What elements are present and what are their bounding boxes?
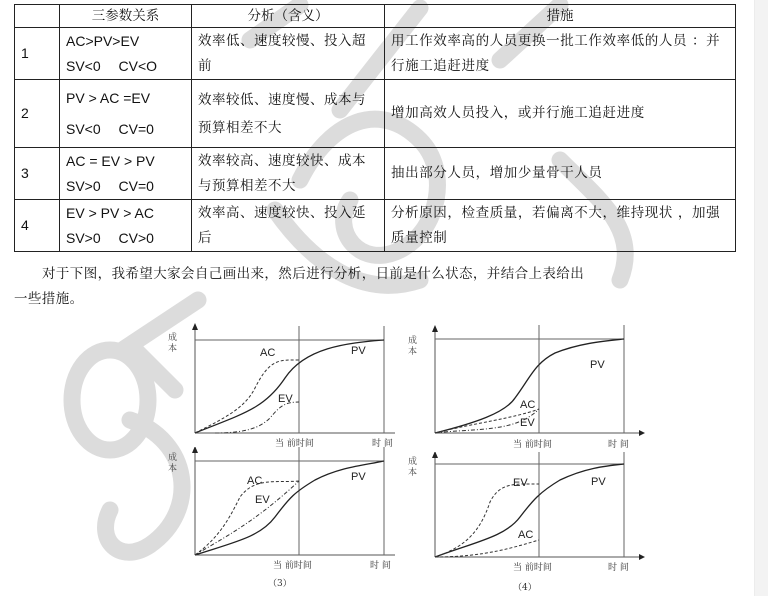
y-axis-arrow-icon [192, 447, 198, 453]
current-time-label: 当 前时间 [513, 440, 552, 450]
chart-3-ac-ev-pv [165, 447, 395, 577]
current-time-label: 当 前时间 [275, 439, 314, 448]
row-number: 2 [15, 80, 60, 148]
instruction-paragraph [14, 262, 744, 312]
measure-cell: 增加高效人员投入，或并行施工追赶进度 [385, 80, 736, 148]
ev-curve [435, 484, 539, 557]
table-row [15, 148, 736, 200]
relation-line1: EV > PV > AC [66, 204, 154, 221]
pv-label: PV [591, 476, 606, 488]
relation-line1: AC>PV>EV [66, 32, 140, 49]
measure-cell: 用工作效率高的人员更换一批工作效率低的人员 ：并行施工追赶进度 [385, 28, 736, 80]
ac-label: AC [260, 347, 276, 359]
relation-cell [60, 28, 192, 80]
ev-label: EV [278, 393, 293, 405]
paragraph-line-1: 对于下图，我希望大家会自己画出来，然后进行分析，日前是什么状态，并结合上表给出 [42, 266, 585, 282]
chart-3-caption: （3） [268, 579, 292, 589]
chart-1-ac-pv-ev [165, 318, 395, 448]
relation-cell [60, 148, 192, 200]
current-time-label: 当 前时间 [513, 563, 552, 573]
table-header-measures: 措施 [385, 5, 736, 28]
x-axis-arrow-icon [639, 554, 645, 560]
relation-line2: SV<0 CV<O [66, 57, 158, 74]
ac-label: AC [520, 399, 536, 411]
relation-line2: SV<0 CV=0 [66, 120, 154, 137]
ac-label: AC [518, 529, 534, 541]
time-label: 时 间 [608, 440, 629, 450]
chart-4-caption: （4） [513, 583, 537, 593]
y-axis-arrow-icon [432, 325, 438, 332]
y-axis-label-bottom: 本 [168, 344, 178, 354]
x-axis-arrow-icon [639, 430, 645, 436]
y-axis-arrow-icon [432, 452, 438, 458]
analysis-cell: 效率低、速度较慢、投入超前 [192, 28, 385, 80]
measure-cell: 分析原因，检查质量，若偏离不大，维持现状 ，加强质量控制 [385, 200, 736, 252]
relation-line2: SV>0 CV>0 [66, 229, 154, 246]
ac-label: AC [247, 475, 263, 487]
row-number: 4 [15, 200, 60, 252]
table-header-index [15, 5, 60, 28]
chart-2-pv-ac-ev [405, 323, 645, 453]
analysis-cell: 效率高、速度较快、投入延后 [192, 200, 385, 252]
table-row [15, 28, 736, 80]
page-scroll-gutter [754, 0, 768, 596]
row-number: 1 [15, 28, 60, 80]
table-header-analysis: 分析（含义） [192, 5, 385, 28]
table-row [15, 80, 736, 148]
ev-label: EV [255, 494, 270, 506]
analysis-cell: 效率较高、速度较快、成本与预算相差不大 [192, 148, 385, 200]
time-label: 时 间 [608, 563, 629, 573]
time-label: 时 间 [370, 561, 391, 571]
y-axis-label-bottom: 本 [408, 347, 418, 357]
analysis-cell: 效率较低、速度慢、成本与预算相差不大 [192, 80, 385, 148]
ac-curve [435, 540, 539, 557]
relation-cell [60, 200, 192, 252]
relation-line2: SV>0 CV=0 [66, 177, 154, 194]
y-axis-label-top: 成 [168, 453, 178, 463]
relation-cell [60, 80, 192, 148]
ev-curve [195, 481, 299, 555]
current-time-label: 当 前时间 [273, 561, 312, 571]
table-header-relation: 三参数关系 [60, 5, 192, 28]
evm-measures-table [14, 4, 736, 252]
measure-cell: 抽出部分人员，增加少量骨干人员 [385, 148, 736, 200]
table-header-row [15, 5, 736, 28]
y-axis-label-top: 成 [168, 333, 178, 343]
pv-label: PV [590, 359, 605, 371]
chart-4-ev-pv-ac [405, 452, 645, 582]
relation-line1: PV > AC =EV [66, 89, 151, 106]
pv-label: PV [351, 345, 366, 357]
y-axis-label-bottom: 本 [408, 468, 418, 478]
row-number: 3 [15, 148, 60, 200]
y-axis-label-bottom: 本 [168, 464, 178, 474]
ev-label: EV [520, 417, 535, 429]
time-label: 时 间 [372, 439, 393, 448]
paragraph-line-2: 一些措施。 [14, 291, 84, 307]
pv-label: PV [351, 471, 366, 483]
ev-label: EV [513, 477, 528, 489]
ac-curve [195, 481, 299, 555]
y-axis-label-top: 成 [408, 457, 418, 467]
relation-line1: AC = EV > PV [66, 152, 155, 169]
y-axis-label-top: 成 [408, 336, 418, 346]
y-axis-arrow-icon [192, 323, 198, 330]
table-row [15, 200, 736, 252]
